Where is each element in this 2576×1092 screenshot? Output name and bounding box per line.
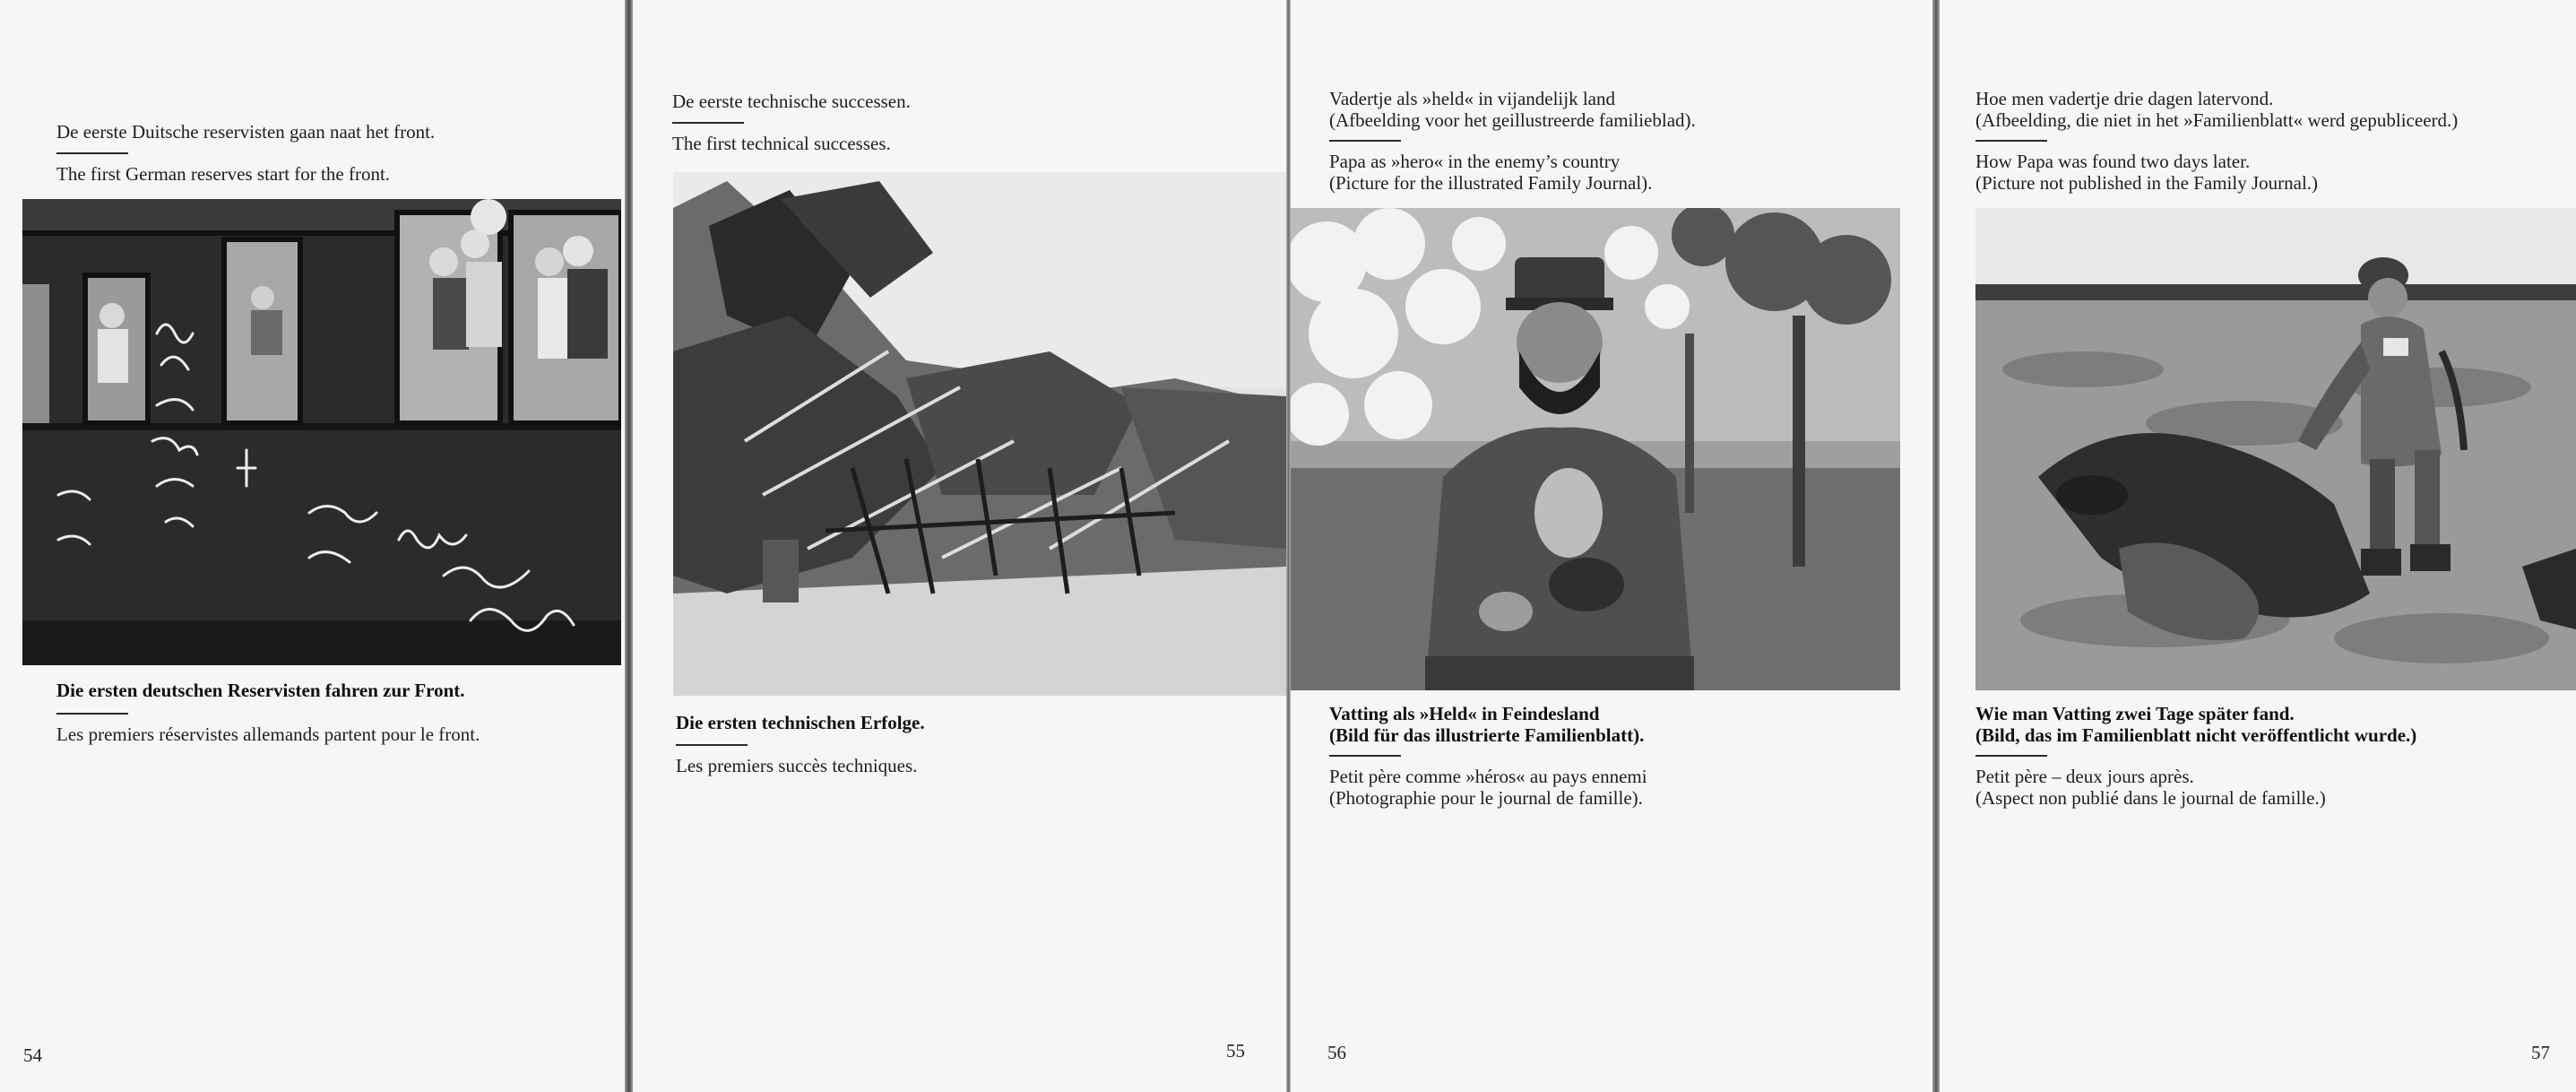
caption-german-line2: (Bild für das illustrierte Familienblatt).	[1329, 724, 1645, 746]
caption-german-line1: Wie man Vatting zwei Tage später fand.	[1975, 703, 2295, 724]
page-number: 54	[23, 1044, 42, 1066]
caption-german: Die ersten technischen Erfolge.	[676, 712, 925, 733]
caption-rule	[56, 152, 128, 154]
photo-train-reservists	[22, 199, 621, 665]
caption-rule	[1975, 140, 2047, 142]
page-number: 56	[1327, 1042, 1346, 1063]
caption-french-line1: Petit père – deux jours après.	[1975, 766, 2194, 787]
caption-english-line2: (Picture for the illustrated Family Journal).	[1329, 172, 1653, 194]
caption-french: Les premiers succès techniques.	[676, 755, 918, 776]
caption-french-line1: Petit père comme »héros« au pays ennemi	[1329, 766, 1647, 787]
caption-rule	[676, 744, 748, 746]
page-57	[1940, 0, 2576, 1092]
caption-english: The first technical successes.	[672, 133, 891, 154]
page-54	[0, 0, 625, 1092]
caption-rule	[1329, 755, 1401, 757]
train-photo-illustration	[22, 199, 621, 665]
caption-german: Die ersten deutschen Reservisten fahren zur Front.	[56, 680, 465, 701]
bleed-through-text	[63, 11, 66, 26]
caption-dutch: De eerste Duitsche reservisten gaan naat het front.	[56, 121, 436, 143]
caption-french-line2: (Aspect non publié dans le journal de famille.)	[1975, 787, 2326, 809]
photo-wrecked-train	[673, 172, 1286, 696]
caption-rule	[1329, 140, 1401, 142]
caption-rule	[672, 122, 744, 124]
caption-rule	[56, 713, 128, 715]
page-55	[633, 0, 1286, 1092]
page-number: 57	[2531, 1042, 2550, 1063]
caption-english-line2: (Picture not published in the Family Journal.)	[1975, 172, 2319, 194]
caption-dutch-line2: (Afbeelding, die niet in het »Familienblatt« werd gepubliceerd.)	[1975, 109, 2459, 131]
battlefield-photo-illustration	[1975, 208, 2576, 690]
page-56	[1291, 0, 1932, 1092]
page-gutter	[625, 0, 633, 1092]
caption-german-line1: Vatting als »Held« in Feindesland	[1329, 703, 1600, 724]
photo-soldier-hero	[1291, 208, 1900, 690]
caption-dutch-line2: (Afbeelding voor het geillustreerde familieblad).	[1329, 109, 1696, 131]
caption-french-line2: (Photographie pour le journal de famille).	[1329, 787, 1643, 809]
caption-rule	[1975, 755, 2047, 757]
caption-german-line2: (Bild, das im Familienblatt nicht veröffentlicht wurde.)	[1975, 724, 2417, 746]
caption-dutch-line1: Hoe men vadertje drie dagen latervond.	[1975, 88, 2274, 109]
soldier-photo-illustration	[1291, 208, 1900, 690]
photo-fallen-soldier	[1975, 208, 2576, 690]
page-number: 55	[1226, 1040, 1245, 1062]
caption-dutch-line1: Vadertje als »held« in vijandelijk land	[1329, 88, 1615, 109]
page-gutter	[1932, 0, 1940, 1092]
caption-english-line1: How Papa was found two days later.	[1975, 151, 2251, 172]
caption-french: Les premiers réservistes allemands partent pour le front.	[56, 724, 480, 745]
wreck-photo-illustration	[673, 172, 1286, 696]
caption-english: The first German reserves start for the front.	[56, 163, 391, 185]
caption-dutch: De eerste technische successen.	[672, 91, 911, 112]
caption-english-line1: Papa as »hero« in the enemy’s country	[1329, 151, 1621, 172]
